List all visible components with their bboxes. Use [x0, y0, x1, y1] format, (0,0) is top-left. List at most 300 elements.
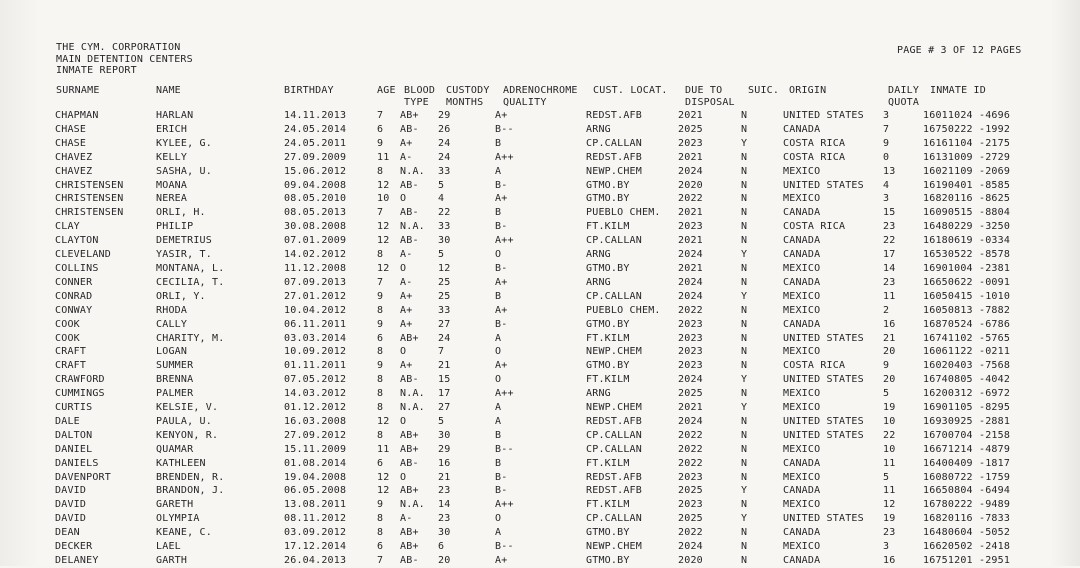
cell-age: 8: [377, 346, 384, 358]
cell-blood-type: AB-: [400, 207, 419, 219]
cell-daily-quota: 16: [883, 318, 896, 330]
cell-custody-months: 6: [438, 541, 445, 553]
cell-birthday: 27.09.2009: [284, 151, 347, 163]
cell-age: 6: [377, 541, 384, 553]
cell-daily-quota: 3: [883, 541, 890, 553]
cell-surname: CHAVEZ: [55, 151, 93, 163]
table-row: [55, 137, 1033, 151]
cell-custody-months: 5: [438, 415, 445, 427]
cell-custody-months: 25: [438, 290, 451, 302]
cell-suic: N: [741, 471, 748, 483]
cell-due-to-disposal: 2024: [678, 415, 703, 427]
cell-name: CHARITY, M.: [156, 332, 225, 344]
cell-surname: CLEVELAND: [55, 249, 111, 261]
cell-suic: N: [741, 207, 748, 219]
cell-inmate-id: 16131009 -2729: [923, 151, 1011, 163]
cell-inmate-id: 16820116 -7833: [923, 513, 1011, 525]
table-row: [55, 457, 1033, 471]
cell-birthday: 06.11.2011: [284, 318, 347, 330]
cell-origin: MEXICO: [783, 165, 821, 177]
cell-cust-locat: CP.CALLAN: [586, 443, 642, 455]
cell-surname: DEAN: [55, 527, 80, 539]
cell-name: MONTANA, L.: [156, 262, 225, 274]
cell-age: 12: [377, 415, 390, 427]
cell-birthday: 10.04.2012: [284, 304, 347, 316]
cell-birthday: 11.12.2008: [284, 262, 347, 274]
cell-birthday: 03.09.2012: [284, 527, 347, 539]
cell-name: PHILIP: [156, 221, 194, 233]
cell-age: 12: [377, 221, 390, 233]
col-daily-line2: QUOTA: [888, 96, 920, 108]
cell-inmate-id: 16750222 -1992: [923, 123, 1011, 135]
cell-surname: DECKER: [55, 541, 93, 553]
cell-birthday: 01.12.2012: [284, 402, 347, 414]
cell-cust-locat: FT.KILM: [586, 332, 630, 344]
table-row: [55, 498, 1033, 512]
col-adreno-line2: QUALITY: [503, 96, 547, 108]
cell-custody-months: 5: [438, 179, 445, 191]
cell-birthday: 06.05.2008: [284, 485, 347, 497]
table-row: [55, 415, 1033, 429]
cell-suic: Y: [741, 485, 748, 497]
cell-surname: CHAPMAN: [55, 110, 99, 121]
cell-age: 8: [377, 527, 384, 539]
cell-age: 8: [377, 429, 384, 441]
cell-cust-locat: FT.KILM: [586, 374, 630, 386]
cell-inmate-id: 16751201 -2951: [923, 555, 1011, 566]
cell-cust-locat: CP.CALLAN: [586, 137, 642, 149]
cell-due-to-disposal: 2021: [678, 235, 703, 247]
cell-age: 11: [377, 151, 390, 163]
cell-cust-locat: REDST.AFB: [586, 485, 642, 497]
cell-origin: MEXICO: [783, 388, 821, 400]
cell-surname: COLLINS: [55, 262, 99, 274]
cell-custody-months: 21: [438, 360, 451, 372]
cell-due-to-disposal: 2025: [678, 513, 703, 525]
cell-custody-months: 27: [438, 318, 451, 330]
cell-inmate-id: 16530522 -8578: [923, 249, 1011, 261]
col-adrenochrome-quality: [503, 85, 578, 108]
cell-due-to-disposal: 2022: [678, 429, 703, 441]
cell-cust-locat: ARNG: [586, 123, 611, 135]
cell-blood-type: O: [400, 346, 407, 358]
col-blood-type: [404, 85, 435, 108]
cell-origin: MEXICO: [783, 262, 821, 274]
cell-birthday: 01.08.2014: [284, 457, 347, 469]
cell-inmate-id: 16741102 -5765: [923, 332, 1011, 344]
cell-origin: CANADA: [783, 235, 821, 247]
cell-adrenochrome-quality: O: [495, 374, 502, 386]
cell-surname: CHAVEZ: [55, 165, 93, 177]
cell-due-to-disposal: 2024: [678, 276, 703, 288]
cell-custody-months: 21: [438, 471, 451, 483]
cell-surname: DALE: [55, 415, 80, 427]
cell-cust-locat: ARNG: [586, 276, 611, 288]
cell-custody-months: 24: [438, 332, 451, 344]
cell-adrenochrome-quality: A++: [495, 388, 514, 400]
cell-suic: N: [741, 541, 748, 553]
cell-adrenochrome-quality: A+: [495, 110, 508, 121]
cell-inmate-id: 16820116 -8625: [923, 193, 1011, 205]
cell-suic: N: [741, 304, 748, 316]
cell-daily-quota: 4: [883, 179, 890, 191]
cell-origin: CANADA: [783, 555, 821, 566]
cell-age: 6: [377, 123, 384, 135]
cell-cust-locat: GTMO.BY: [586, 179, 630, 191]
cell-daily-quota: 19: [883, 402, 896, 414]
cell-due-to-disposal: 2023: [678, 346, 703, 358]
cell-custody-months: 33: [438, 304, 451, 316]
cell-age: 7: [377, 207, 384, 219]
col-due-line1: DUE TO: [685, 85, 723, 96]
cell-suic: N: [741, 276, 748, 288]
cell-birthday: 26.04.2013: [284, 555, 347, 566]
cell-custody-months: 27: [438, 402, 451, 414]
cell-daily-quota: 20: [883, 346, 896, 358]
cell-suic: N: [741, 499, 748, 511]
cell-age: 8: [377, 374, 384, 386]
cell-inmate-id: 16870524 -6786: [923, 318, 1011, 330]
cell-due-to-disposal: 2024: [678, 541, 703, 553]
cell-adrenochrome-quality: O: [495, 513, 502, 525]
cell-name: KENYON, R.: [156, 429, 219, 441]
cell-suic: N: [741, 193, 748, 205]
cell-origin: COSTA RICA: [783, 137, 846, 149]
cell-origin: COSTA RICA: [783, 151, 846, 163]
cell-inmate-id: 16180619 -0334: [923, 235, 1011, 247]
table-row: [55, 345, 1033, 359]
cell-due-to-disposal: 2022: [678, 193, 703, 205]
cell-cust-locat: GTMO.BY: [586, 555, 630, 566]
cell-birthday: 07.05.2012: [284, 374, 347, 386]
cell-surname: CURTIS: [55, 402, 93, 414]
cell-age: 8: [377, 513, 384, 525]
cell-age: 7: [377, 276, 384, 288]
cell-adrenochrome-quality: B: [495, 457, 502, 469]
cell-blood-type: AB+: [400, 429, 419, 441]
cell-age: 9: [377, 290, 384, 302]
cell-blood-type: AB-: [400, 555, 419, 566]
cell-name: QUAMAR: [156, 443, 194, 455]
cell-custody-months: 22: [438, 207, 451, 219]
cell-origin: CANADA: [783, 123, 821, 135]
cell-due-to-disposal: 2024: [678, 165, 703, 177]
cell-custody-months: 29: [438, 110, 451, 121]
cell-surname: CHRISTENSEN: [55, 207, 124, 219]
cell-custody-months: 33: [438, 221, 451, 233]
table-row: [55, 123, 1033, 137]
cell-suic: N: [741, 457, 748, 469]
cell-blood-type: N.A.: [400, 221, 425, 233]
cell-birthday: 24.05.2014: [284, 123, 347, 135]
cell-birthday: 10.09.2012: [284, 346, 347, 358]
cell-surname: DANIELS: [55, 457, 99, 469]
cell-inmate-id: 16901105 -8295: [923, 402, 1011, 414]
col-due-line2: DISPOSAL: [685, 96, 735, 108]
cell-blood-type: AB+: [400, 527, 419, 539]
cell-name: SASHA, U.: [156, 165, 212, 177]
cell-cust-locat: NEWP.CHEM: [586, 541, 642, 553]
cell-blood-type: A-: [400, 249, 413, 261]
cell-surname: CHASE: [55, 123, 87, 135]
cell-custody-months: 30: [438, 527, 451, 539]
cell-origin: MEXICO: [783, 471, 821, 483]
cell-age: 11: [377, 443, 390, 455]
cell-name: ORLI, Y.: [156, 290, 206, 302]
cell-surname: CHRISTENSEN: [55, 179, 124, 191]
cell-inmate-id: 16901004 -2381: [923, 262, 1011, 274]
cell-daily-quota: 10: [883, 415, 896, 427]
cell-inmate-id: 16190401 -8585: [923, 179, 1011, 191]
cell-name: LOGAN: [156, 346, 188, 358]
cell-adrenochrome-quality: B-: [495, 179, 508, 191]
cell-surname: CHRISTENSEN: [55, 193, 124, 205]
cell-blood-type: AB-: [400, 179, 419, 191]
table-row: [55, 387, 1033, 401]
table-row: [55, 109, 1033, 123]
cell-daily-quota: 23: [883, 276, 896, 288]
cell-origin: MEXICO: [783, 541, 821, 553]
cell-blood-type: AB+: [400, 485, 419, 497]
cell-origin: CANADA: [783, 457, 821, 469]
cell-custody-months: 15: [438, 374, 451, 386]
cell-adrenochrome-quality: A++: [495, 499, 514, 511]
cell-inmate-id: 16780222 -9489: [923, 499, 1011, 511]
cell-daily-quota: 0: [883, 151, 890, 163]
cell-adrenochrome-quality: A+: [495, 276, 508, 288]
cell-cust-locat: NEWP.CHEM: [586, 402, 642, 414]
cell-name: BRENNA: [156, 374, 194, 386]
cell-daily-quota: 10: [883, 443, 896, 455]
cell-age: 8: [377, 402, 384, 414]
cell-origin: UNITED STATES: [783, 513, 864, 525]
cell-surname: CUMMINGS: [55, 388, 105, 400]
col-custody-line1: CUSTODY: [446, 85, 490, 96]
cell-blood-type: A-: [400, 513, 413, 525]
cell-name: NEREA: [156, 193, 188, 205]
cell-cust-locat: ARNG: [586, 249, 611, 261]
cell-age: 7: [377, 555, 384, 566]
cell-blood-type: O: [400, 415, 407, 427]
cell-custody-months: 24: [438, 151, 451, 163]
cell-birthday: 08.11.2012: [284, 513, 347, 525]
cell-origin: UNITED STATES: [783, 332, 864, 344]
cell-cust-locat: GTMO.BY: [586, 193, 630, 205]
cell-birthday: 13.08.2011: [284, 499, 347, 511]
table-row: [55, 234, 1033, 248]
cell-cust-locat: FT.KILM: [586, 457, 630, 469]
cell-cust-locat: CP.CALLAN: [586, 513, 642, 525]
cell-blood-type: N.A.: [400, 165, 425, 177]
cell-age: 12: [377, 471, 390, 483]
table-row: [55, 401, 1033, 415]
cell-birthday: 01.11.2011: [284, 360, 347, 372]
cell-inmate-id: 16620502 -2418: [923, 541, 1011, 553]
table-row: [55, 540, 1033, 554]
cell-birthday: 09.04.2008: [284, 179, 347, 191]
cell-age: 12: [377, 485, 390, 497]
table-row: [55, 332, 1033, 346]
company-name: THE CYM. CORPORATION: [56, 42, 181, 53]
cell-suic: Y: [741, 290, 748, 302]
cell-custody-months: 30: [438, 429, 451, 441]
col-cust-locat: CUST. LOCAT.: [593, 85, 668, 96]
cell-cust-locat: NEWP.CHEM: [586, 165, 642, 177]
cell-blood-type: O: [400, 193, 407, 205]
table-row: [55, 304, 1033, 318]
table-row: [55, 262, 1033, 276]
page-indicator: PAGE # 3 OF 12 PAGES: [897, 45, 1022, 56]
cell-suic: N: [741, 165, 748, 177]
cell-name: ERICH: [156, 123, 188, 135]
cell-daily-quota: 5: [883, 388, 890, 400]
cell-surname: CONNER: [55, 276, 93, 288]
cell-suic: Y: [741, 513, 748, 525]
col-due-to-disposal: [685, 85, 735, 108]
cell-custody-months: 12: [438, 262, 451, 274]
cell-age: 8: [377, 304, 384, 316]
cell-inmate-id: 16671214 -4879: [923, 443, 1011, 455]
table-row: [55, 276, 1033, 290]
cell-blood-type: O: [400, 262, 407, 274]
cell-cust-locat: REDST.AFB: [586, 151, 642, 163]
cell-blood-type: A+: [400, 318, 413, 330]
table-row: [55, 179, 1033, 193]
cell-name: RHODA: [156, 304, 188, 316]
cell-blood-type: O: [400, 471, 407, 483]
cell-age: 8: [377, 388, 384, 400]
cell-daily-quota: 21: [883, 332, 896, 344]
cell-birthday: 15.06.2012: [284, 165, 347, 177]
cell-cust-locat: PUEBLO CHEM.: [586, 207, 661, 219]
cell-daily-quota: 9: [883, 360, 890, 372]
table-row: [55, 290, 1033, 304]
cell-cust-locat: FT.KILM: [586, 499, 630, 511]
cell-name: SUMMER: [156, 360, 194, 372]
cell-inmate-id: 16650804 -6494: [923, 485, 1011, 497]
cell-birthday: 07.09.2013: [284, 276, 347, 288]
cell-cust-locat: CP.CALLAN: [586, 290, 642, 302]
cell-suic: N: [741, 527, 748, 539]
cell-surname: CLAY: [55, 221, 80, 233]
cell-birthday: 07.01.2009: [284, 235, 347, 247]
cell-suic: N: [741, 360, 748, 372]
cell-age: 7: [377, 110, 384, 121]
table-row: [55, 192, 1033, 206]
col-name: NAME: [156, 85, 181, 96]
col-surname: SURNAME: [56, 85, 100, 96]
cell-origin: MEXICO: [783, 193, 821, 205]
cell-cust-locat: REDST.AFB: [586, 110, 642, 121]
cell-due-to-disposal: 2021: [678, 262, 703, 274]
cell-custody-months: 30: [438, 235, 451, 247]
cell-name: DEMETRIUS: [156, 235, 212, 247]
cell-adrenochrome-quality: O: [495, 249, 502, 261]
cell-due-to-disposal: 2022: [678, 527, 703, 539]
cell-custody-months: 5: [438, 249, 445, 261]
cell-custody-months: 17: [438, 388, 451, 400]
cell-custody-months: 23: [438, 485, 451, 497]
cell-surname: COOK: [55, 318, 80, 330]
cell-due-to-disposal: 2024: [678, 374, 703, 386]
cell-surname: CLAYTON: [55, 235, 99, 247]
cell-origin: CANADA: [783, 485, 821, 497]
report-header: [56, 42, 193, 77]
cell-surname: CHASE: [55, 137, 87, 149]
cell-blood-type: A+: [400, 360, 413, 372]
cell-adrenochrome-quality: A+: [495, 193, 508, 205]
table-row: [55, 526, 1033, 540]
table-row: [55, 429, 1033, 443]
cell-age: 12: [377, 262, 390, 274]
cell-cust-locat: GTMO.BY: [586, 360, 630, 372]
cell-age: 6: [377, 332, 384, 344]
cell-blood-type: AB+: [400, 332, 419, 344]
table-row: [55, 220, 1033, 234]
cell-adrenochrome-quality: A++: [495, 151, 514, 163]
cell-age: 10: [377, 193, 390, 205]
cell-origin: UNITED STATES: [783, 110, 864, 121]
cell-due-to-disposal: 2025: [678, 388, 703, 400]
cell-surname: CONWAY: [55, 304, 93, 316]
cell-due-to-disposal: 2024: [678, 249, 703, 261]
cell-surname: DELANEY: [55, 555, 99, 566]
cell-surname: DALTON: [55, 429, 93, 441]
cell-age: 9: [377, 360, 384, 372]
cell-suic: N: [741, 318, 748, 330]
cell-adrenochrome-quality: A: [495, 402, 502, 414]
cell-birthday: 03.03.2014: [284, 332, 347, 344]
table-row: [55, 151, 1033, 165]
cell-origin: UNITED STATES: [783, 374, 864, 386]
cell-suic: N: [741, 346, 748, 358]
cell-blood-type: AB+: [400, 443, 419, 455]
cell-age: 9: [377, 318, 384, 330]
cell-due-to-disposal: 2021: [678, 402, 703, 414]
cell-due-to-disposal: 2020: [678, 555, 703, 566]
cell-custody-months: 16: [438, 457, 451, 469]
cell-adrenochrome-quality: B: [495, 207, 502, 219]
cell-origin: CANADA: [783, 207, 821, 219]
cell-inmate-id: 16061122 -0211: [923, 346, 1011, 358]
col-suic: SUIC.: [748, 85, 780, 96]
cell-cust-locat: CP.CALLAN: [586, 235, 642, 247]
cell-blood-type: A+: [400, 304, 413, 316]
cell-adrenochrome-quality: A: [495, 415, 502, 427]
col-origin: ORIGIN: [789, 85, 827, 96]
cell-origin: MEXICO: [783, 499, 821, 511]
cell-origin: CANADA: [783, 527, 821, 539]
cell-name: BRENDEN, R.: [156, 471, 225, 483]
cell-name: YASIR, T.: [156, 249, 212, 261]
cell-name: GARTH: [156, 555, 188, 566]
cell-inmate-id: 16011024 -4696: [923, 110, 1011, 121]
cell-adrenochrome-quality: O: [495, 346, 502, 358]
cell-origin: COSTA RICA: [783, 221, 846, 233]
cell-due-to-disposal: 2024: [678, 290, 703, 302]
cell-daily-quota: 13: [883, 165, 896, 177]
table-row: [55, 165, 1033, 179]
col-inmate-id: INMATE ID: [930, 85, 986, 96]
cell-inmate-id: 16021109 -2069: [923, 165, 1011, 177]
cell-due-to-disposal: 2020: [678, 179, 703, 191]
col-blood-line2: TYPE: [404, 96, 429, 108]
cell-origin: CANADA: [783, 318, 821, 330]
cell-blood-type: A+: [400, 137, 413, 149]
cell-age: 9: [377, 137, 384, 149]
cell-age: 12: [377, 179, 390, 191]
cell-age: 8: [377, 249, 384, 261]
